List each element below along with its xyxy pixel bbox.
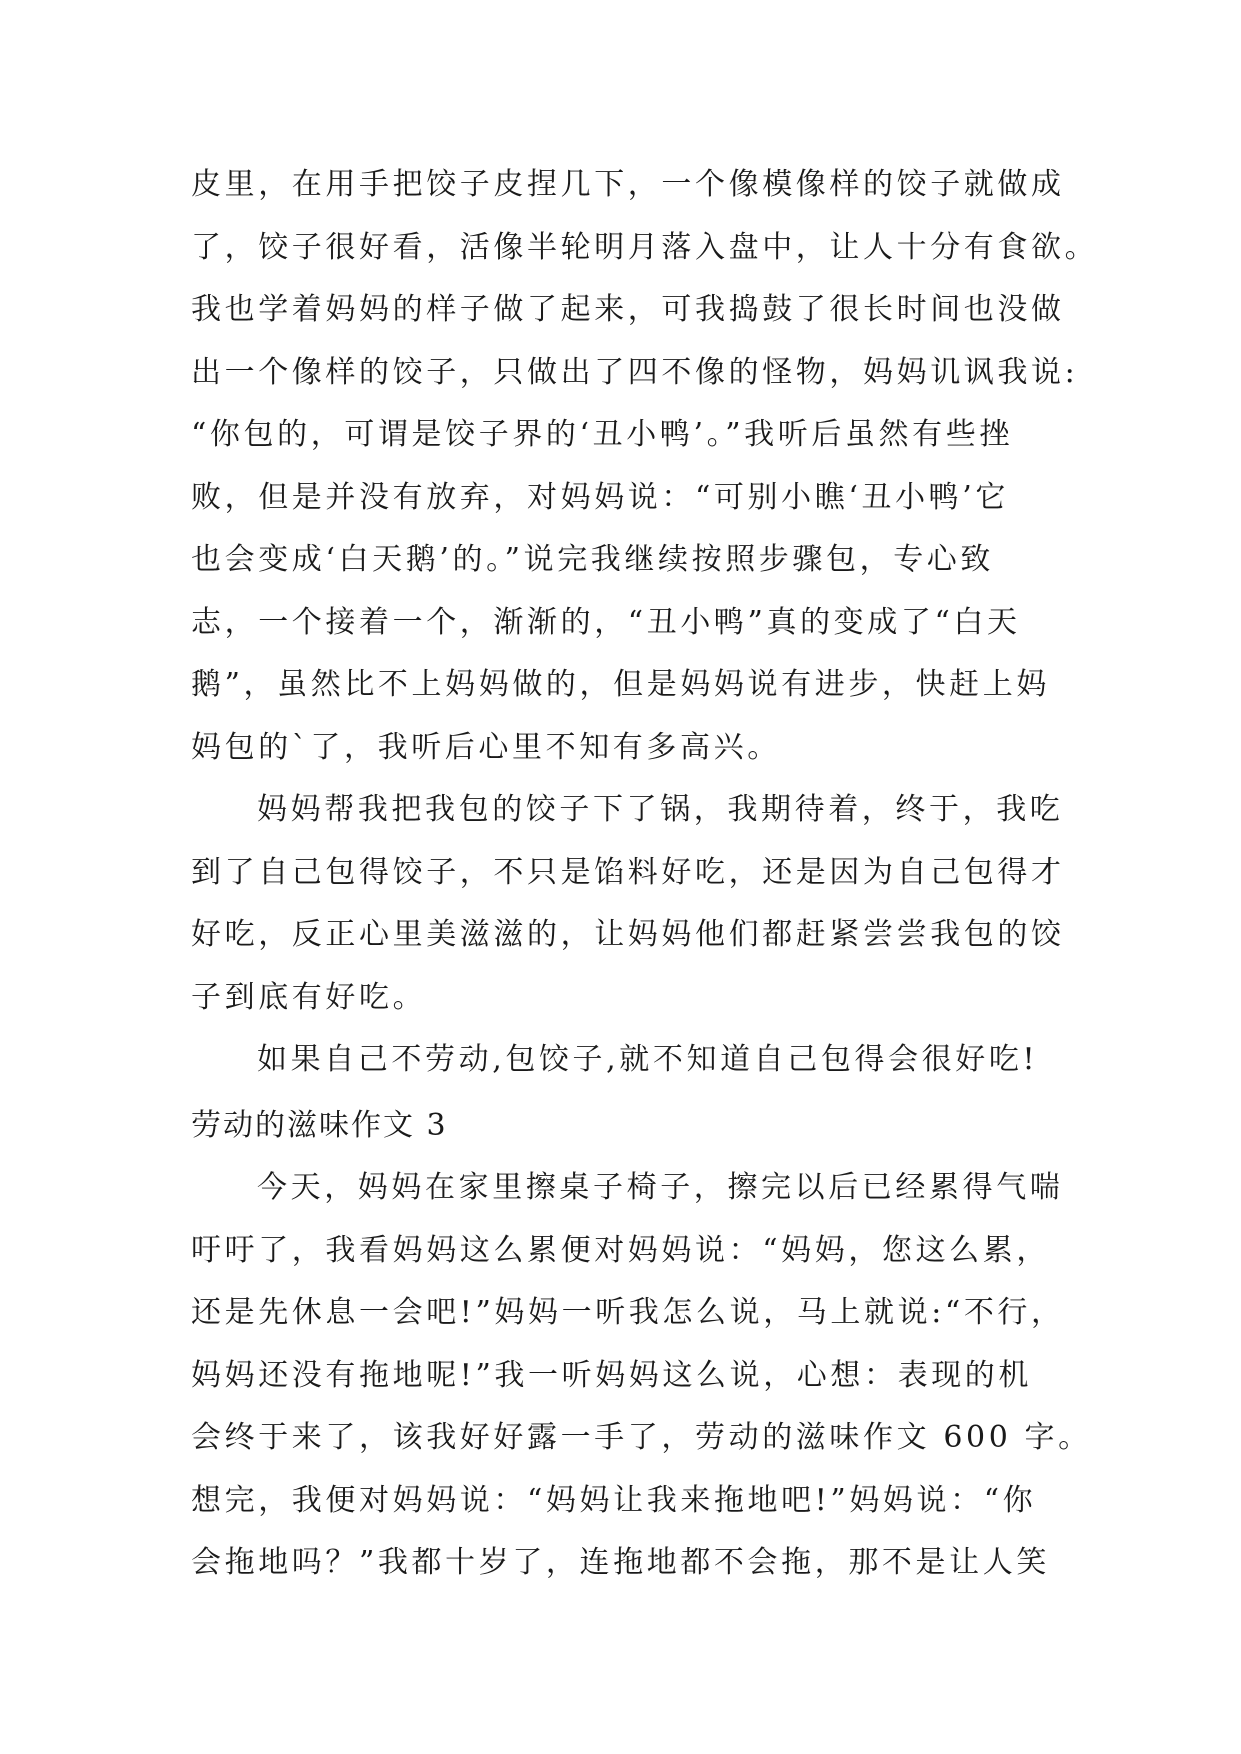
essay-body-part-1 <box>191 154 1099 1092</box>
text-line: 鹅”，虽然比不上妈妈做的，但是妈妈说有进步，快赶上妈 <box>191 667 1050 702</box>
text-line: 会拖地吗？”我都十岁了，连拖地都不会拖，那不是让人笑 <box>191 1545 1050 1580</box>
text-line: 志，一个接着一个，渐渐的，“丑小鸭”真的变成了“白天 <box>191 604 1021 640</box>
text-line: 出一个像样的饺子，只做出了四不像的怪物，妈妈讥讽我说: <box>191 354 1079 390</box>
text-line: 我也学着妈妈的样子做了起来，可我捣鼓了很长时间也没做 <box>191 292 1065 327</box>
text-line: 子到底有好吃。 <box>191 979 427 1015</box>
paragraph-first-line: 妈妈帮我把我包的饺子下了锅，我期待着，终于，我吃 <box>257 792 1064 827</box>
paragraph-first-line: 如果自己不劳动,包饺子,就不知道自己包得会很好吃! <box>257 1042 1039 1077</box>
essay-heading: 劳动的滋味作文 3 <box>191 1108 448 1143</box>
text-line: 妈包的`了，我听后心里不知有多高兴。 <box>191 729 781 765</box>
paragraph-first-line: 今天，妈妈在家里擦桌子椅子，擦完以后已经累得气喘 <box>257 1170 1064 1205</box>
text-line: 妈妈还没有拖地呢!”我一听妈妈这么说，心想：表现的机 <box>191 1357 1032 1393</box>
text-line: 也会变成‘白天鹅’的。”说完我继续按照步骤包，专心致 <box>191 542 995 577</box>
text-line: 吁吁了，我看妈妈这么累便对妈妈说：“妈妈，您这么累， <box>191 1232 1050 1268</box>
essay-body-part-2 <box>191 1157 1092 1595</box>
text-line: 好吃，反正心里美滋滋的，让妈妈他们都赶紧尝尝我包的饺 <box>191 917 1065 952</box>
text-line: 皮里，在用手把饺子皮捏几下，一个像模像样的饺子就做成 <box>191 167 1065 202</box>
text-line: 想完，我便对妈妈说：“妈妈让我来拖地吧!”妈妈说：“你 <box>191 1482 1037 1518</box>
text-line: “你包的，可谓是饺子界的‘丑小鸭’。”我听后虽然有些挫 <box>191 417 1013 452</box>
text-line: 败，但是并没有放弃，对妈妈说：“可别小瞧‘丑小鸭’它 <box>191 479 1010 515</box>
text-line: 还是先休息一会吧!”妈妈一听我怎么说，马上就说:“不行， <box>191 1295 1065 1330</box>
text-line: 会终于来了，该我好好露一手了，劳动的滋味作文 600 字。 <box>191 1420 1092 1455</box>
text-line: 了，饺子很好看，活像半轮明月落入盘中，让人十分有食欲。 <box>191 229 1099 265</box>
text-line: 到了自己包得饺子，不只是馅料好吃，还是因为自己包得才 <box>191 854 1065 890</box>
